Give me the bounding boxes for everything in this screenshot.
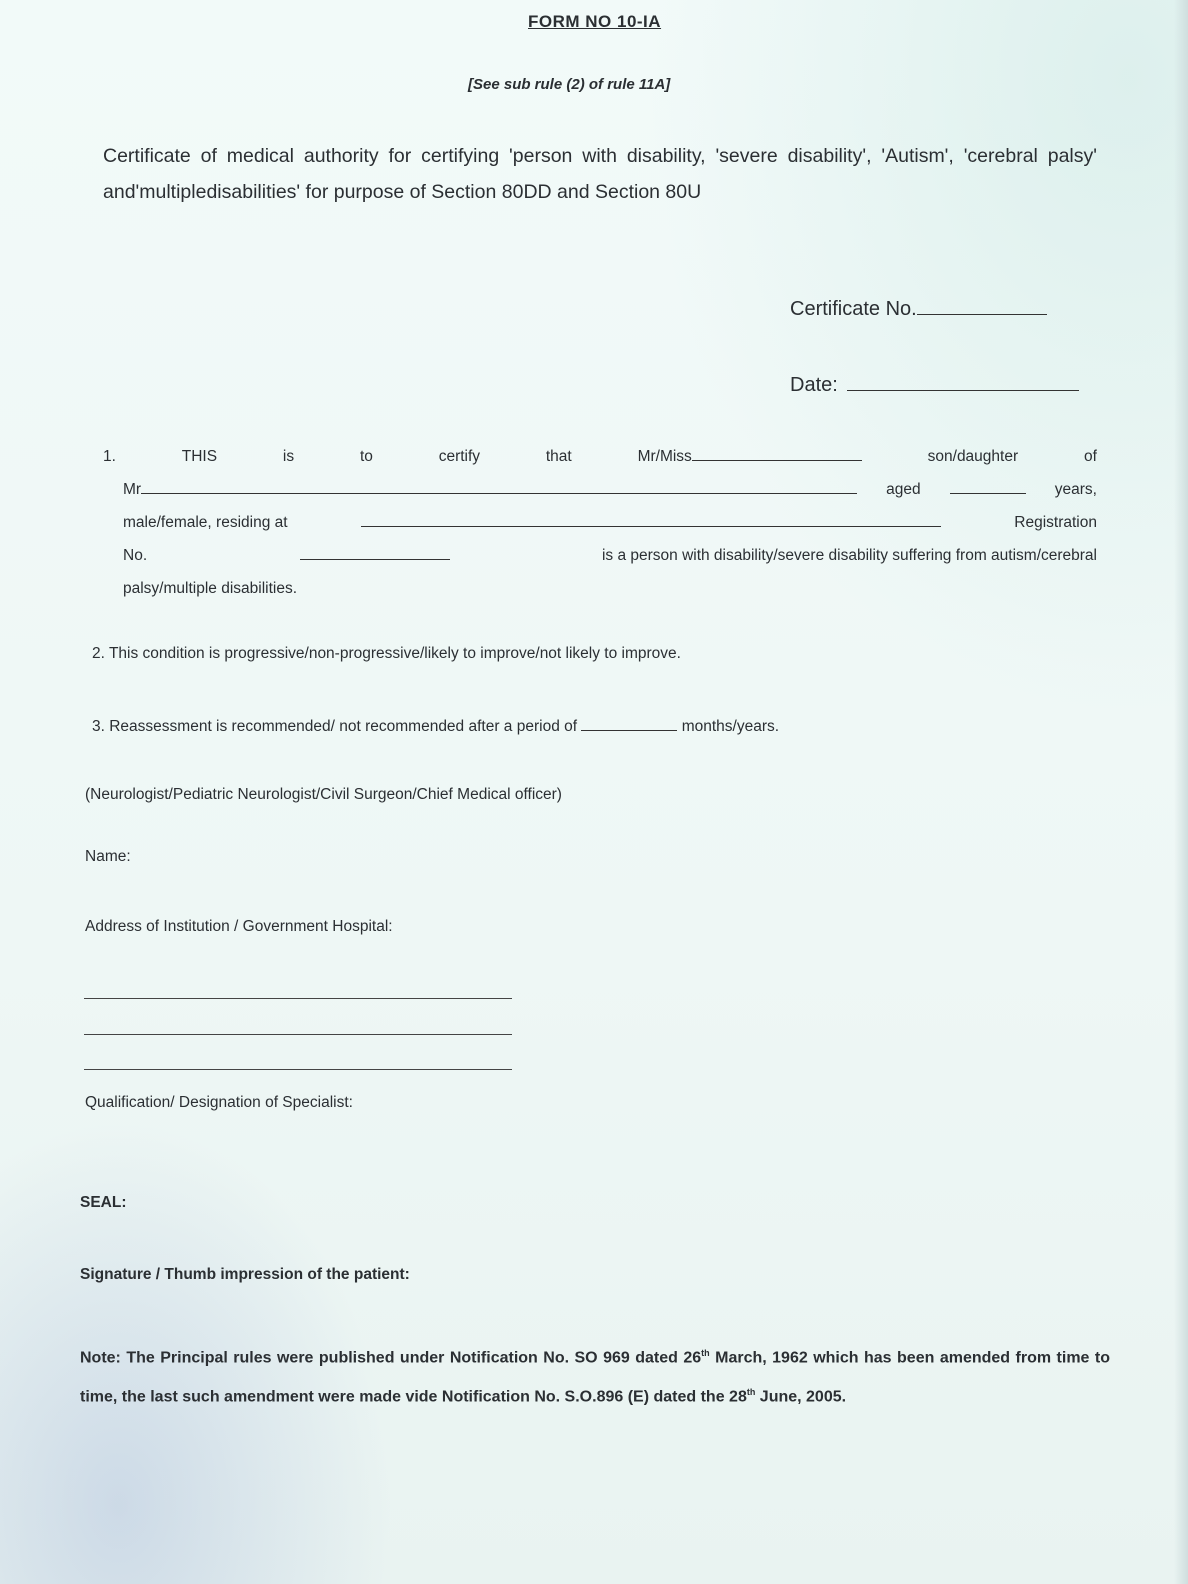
item-3-suffix: months/years. bbox=[681, 718, 780, 735]
item-3 bbox=[92, 718, 779, 736]
aged-label: aged bbox=[886, 481, 921, 498]
note-sup-2: th bbox=[746, 1387, 756, 1398]
date-field bbox=[790, 374, 1079, 397]
para-word: that bbox=[545, 448, 572, 465]
address-line-1 bbox=[84, 998, 512, 999]
footnote bbox=[80, 1336, 1110, 1415]
age-blank bbox=[950, 493, 1026, 494]
father-label: Mr bbox=[123, 481, 142, 498]
rule-reference: [See sub rule (2) of rule 11A] bbox=[468, 76, 671, 93]
address-label: Address of Institution / Government Hospital: bbox=[85, 918, 393, 935]
certificate-number-field bbox=[790, 298, 1047, 321]
registration-no-label: No. bbox=[123, 547, 148, 564]
item-3-text: 3. Reassessment is recommended/ not recommended after a period of bbox=[92, 718, 578, 735]
para-line-4 bbox=[103, 539, 1097, 572]
years-label: years, bbox=[1054, 481, 1097, 498]
para-number: 1. bbox=[103, 448, 116, 465]
address-blank bbox=[361, 526, 941, 527]
certificate-title: Certificate of medical authority for certifying 'person with disability, 'severe disability', 'Autism', 'cerebral palsy' and'multipledisabilities' for purpose of Section 80DD and Section 80U bbox=[103, 145, 1097, 203]
para-word: of bbox=[1083, 448, 1097, 465]
signature-label: Signature / Thumb impression of the patient: bbox=[80, 1266, 410, 1283]
name-blank bbox=[692, 460, 862, 461]
address-line-3 bbox=[84, 1069, 512, 1070]
para-word: THIS bbox=[181, 448, 218, 465]
note-sup-1: th bbox=[701, 1348, 710, 1358]
note-text-1: Note: The Principal rules were published under Notification No. SO 969 dated 26 bbox=[80, 1349, 702, 1367]
qualification-label: Qualification/ Designation of Specialist: bbox=[85, 1094, 353, 1111]
gender-residing-label: male/female, residing at bbox=[123, 514, 288, 531]
para-word: certify bbox=[438, 448, 481, 465]
mr-miss-label: Mr/Miss bbox=[637, 448, 692, 465]
page-edge bbox=[1174, 0, 1188, 1584]
date-blank bbox=[847, 390, 1079, 391]
note-text-2: March, 1962 which has been amended from time to time, the last such amendment were made vide Notification No. S.O.896 (E) dated the 28 bbox=[80, 1349, 1111, 1406]
registration-no-blank bbox=[300, 559, 450, 560]
form-number: FORM NO 10-IA bbox=[528, 12, 662, 31]
para-text-end: palsy/multiple disabilities. bbox=[123, 580, 298, 597]
certification-paragraph bbox=[103, 440, 1097, 605]
para-word: to bbox=[359, 448, 373, 465]
father-name-blank bbox=[141, 493, 857, 494]
certificate-number-blank bbox=[917, 314, 1047, 315]
authority-designation: (Neurologist/Pediatric Neurologist/Civil Surgeon/Chief Medical officer) bbox=[85, 786, 562, 803]
item-2: 2. This condition is progressive/non-progressive/likely to improve/not likely to improve. bbox=[92, 645, 681, 662]
para-line-2 bbox=[103, 473, 1097, 506]
note-text-3: June, 2005. bbox=[755, 1388, 847, 1406]
para-word: is bbox=[282, 448, 295, 465]
registration-label: Registration bbox=[1014, 514, 1097, 531]
para-text: is a person with disability/severe disability suffering from autism/cerebral bbox=[601, 547, 1097, 564]
date-label: Date: bbox=[790, 374, 838, 396]
certificate-number-label: Certificate No. bbox=[790, 298, 917, 320]
name-label: Name: bbox=[85, 848, 131, 865]
para-line-3 bbox=[103, 506, 1097, 539]
period-blank bbox=[581, 730, 677, 731]
para-word: son/daughter bbox=[927, 448, 1019, 465]
seal-label: SEAL: bbox=[80, 1194, 127, 1211]
address-line-2 bbox=[84, 1034, 512, 1035]
name-field bbox=[638, 440, 862, 473]
